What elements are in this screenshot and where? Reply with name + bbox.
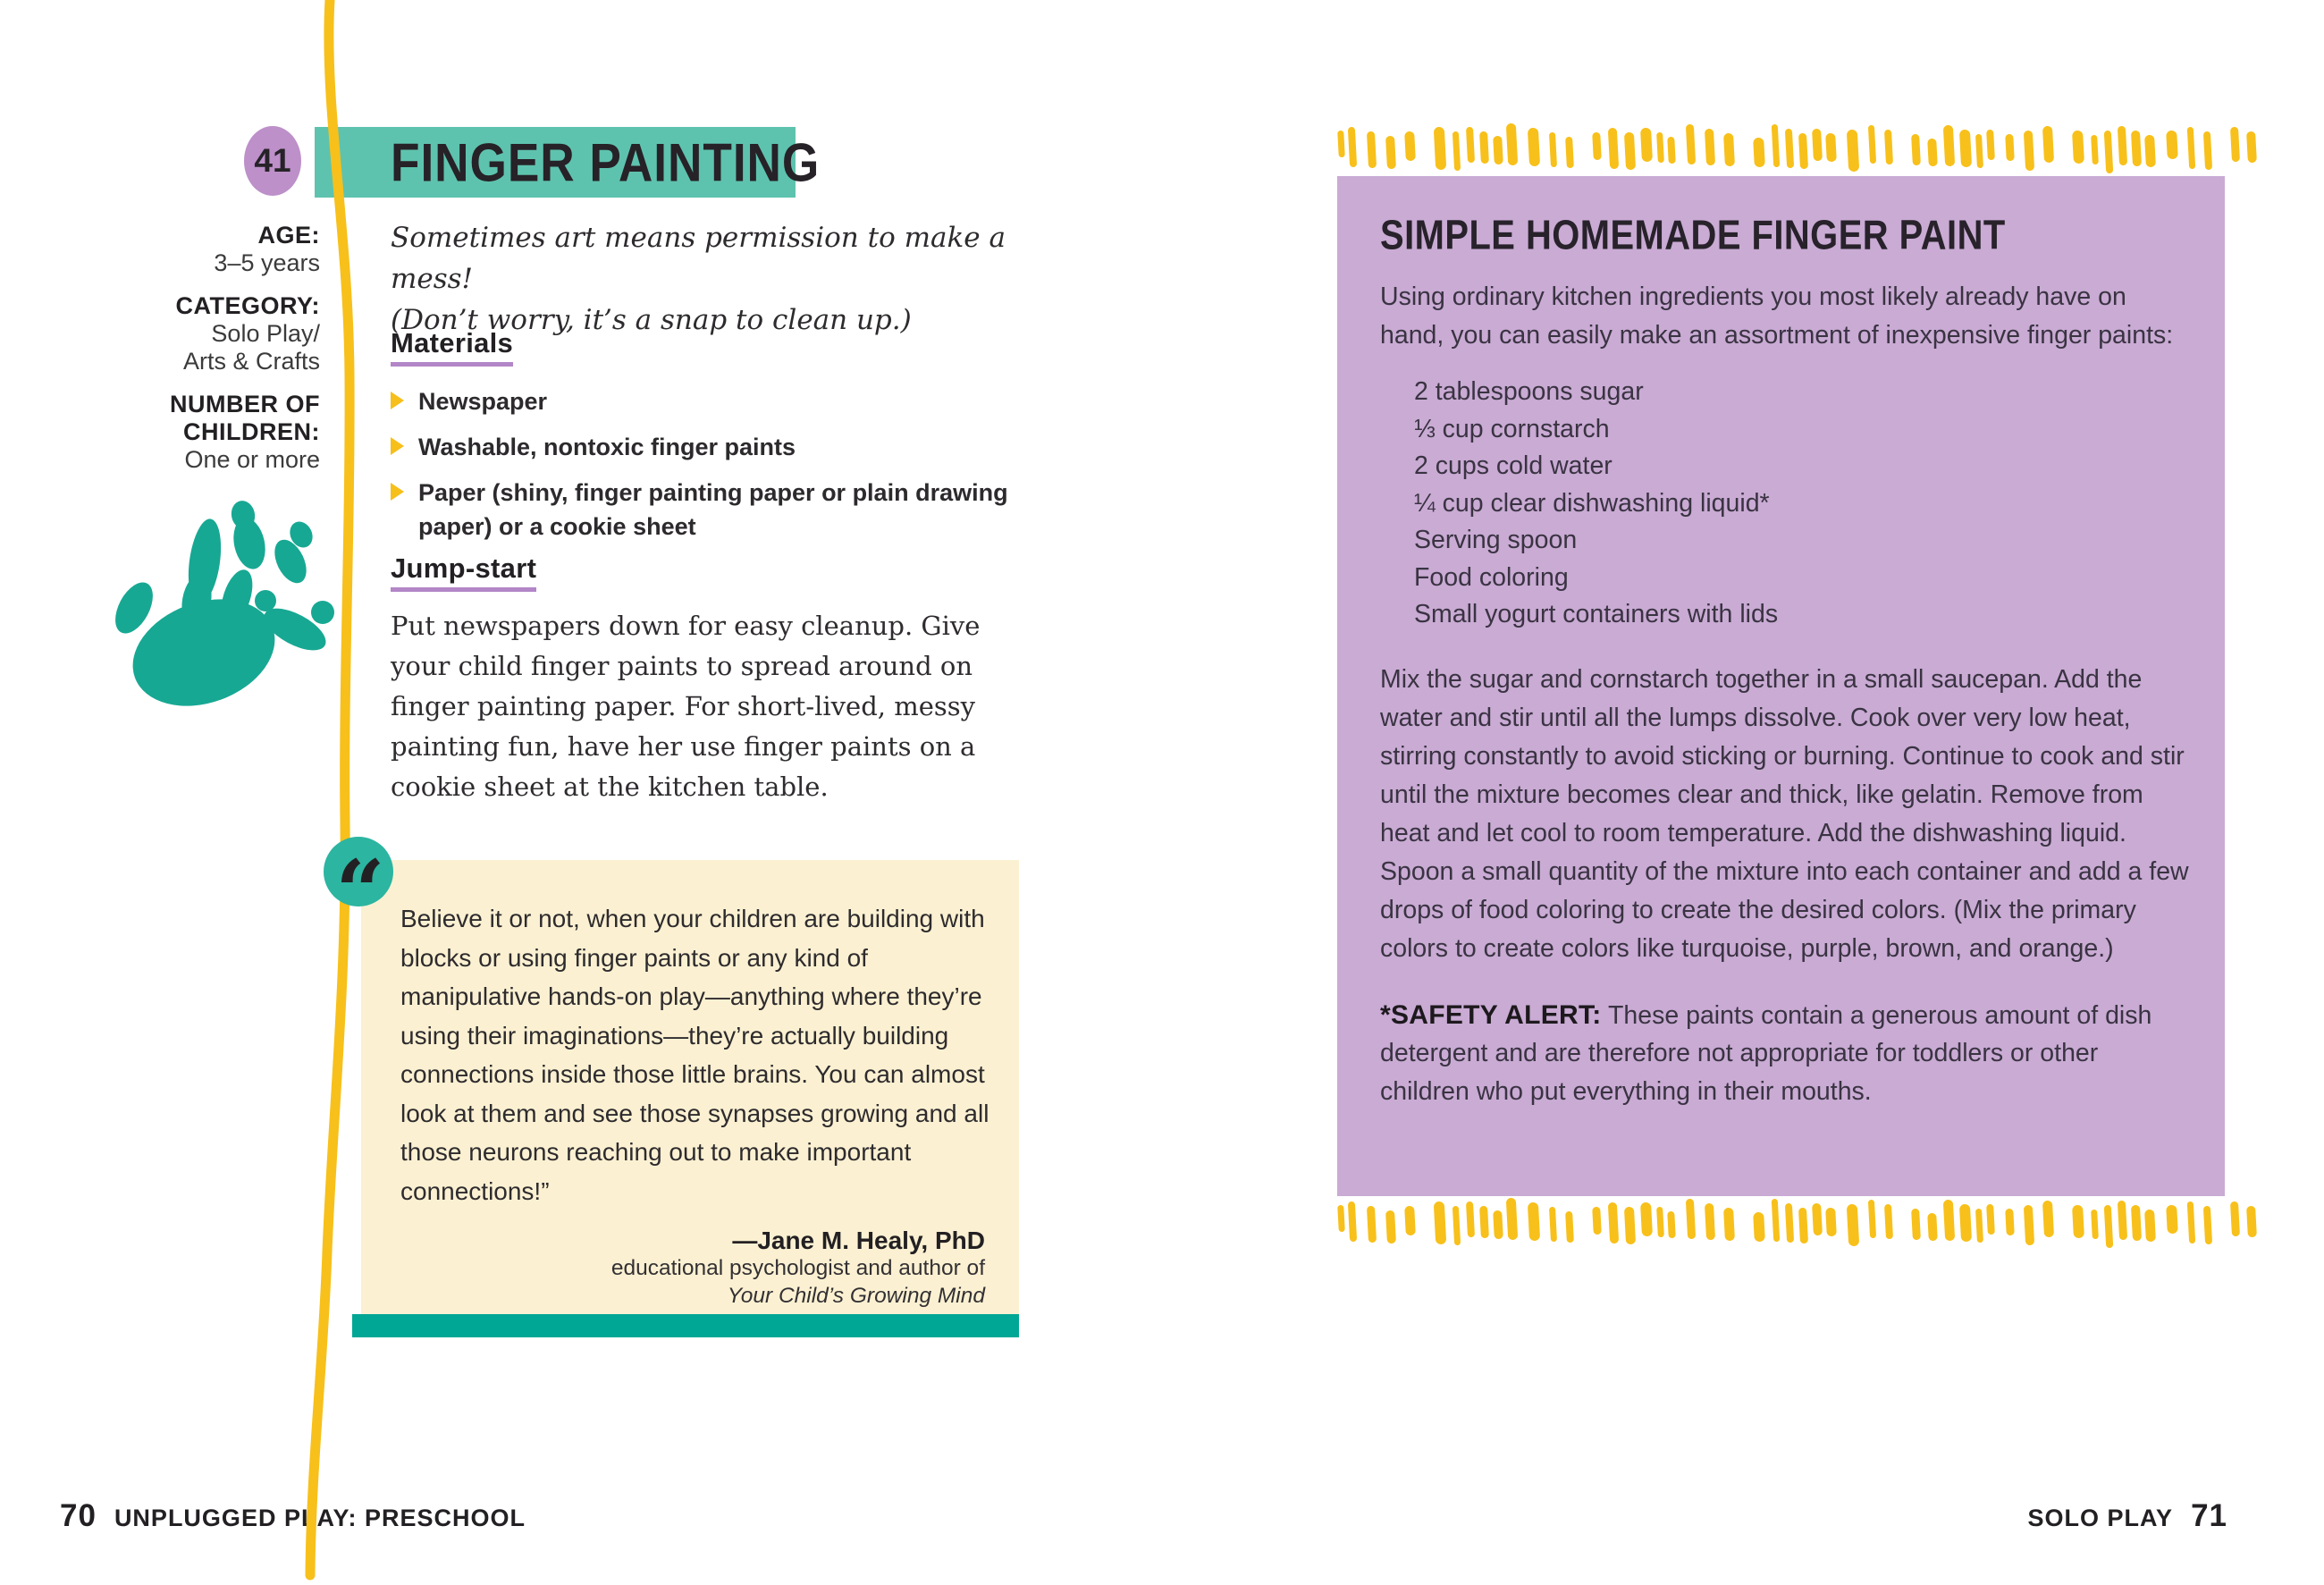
quote-author-work: Your Child’s Growing Mind — [727, 1284, 985, 1308]
open-quote-icon: “ — [335, 841, 382, 906]
recipe-heading: SIMPLE HOMEMADE FINGER PAINT — [1380, 211, 2006, 258]
list-item — [391, 430, 1043, 464]
quote-text: Believe it or not, when your children are building with blocks or using finger paints or any kind of manipulative hands-on play—anything where they’re using their imaginations—they’re actually building connections inside those little brains. You can almost look at them and see those synapses growing and all those neurons reaching out to make important connections!” — [400, 905, 989, 1205]
ingredient: 2 cups cold water — [1414, 451, 1612, 480]
quote-attribution — [400, 1227, 985, 1310]
recipe-directions: Mix the sugar and cornstarch together in a small saucepan. Add the water and stir until all the lumps dissolve. Cook over very low heat, stirring constantly to avoid sticking or burning. Continue to cook and stir until the mixture becomes clear and thick, like gelatin. Remove from heat and let cool to room temperature. Add the dishwashing liquid. Spoon a small quantity of the mixture into each container and add a few drops of food coloring to create the desired colors. (Mix the primary colors to create colors like turquoise, purple, brown, and orange.) — [1380, 664, 2189, 963]
activity-intro — [391, 217, 1052, 341]
children-label: NUMBER OF — [170, 391, 320, 417]
ingredient: ⅓ cup cornstarch — [1414, 414, 1610, 443]
category-label: CATEGORY: — [175, 292, 320, 319]
quote-bottom-bar — [352, 1314, 1019, 1337]
material-text: Paper (shiny, finger painting paper or plain drawing paper) or a cookie sheet — [418, 479, 1008, 540]
activity-number-badge — [244, 126, 301, 196]
ingredient-list — [1414, 374, 2189, 634]
spacer — [36, 277, 320, 292]
activity-title-bar — [315, 127, 821, 198]
jumpstart-heading: Jump-start — [391, 552, 536, 592]
spacer — [36, 375, 320, 391]
quote-author-role: educational psychologist and author of — [610, 1256, 985, 1280]
children-value: One or more — [184, 446, 320, 473]
material-text: Newspaper — [418, 388, 548, 415]
materials-list — [391, 384, 1043, 544]
page-number: 71 — [2191, 1498, 2227, 1533]
recipe-box — [1337, 176, 2225, 1196]
book-title: UNPLUGGED PLAY: PRESCHOOL — [114, 1505, 526, 1531]
activity-meta — [36, 222, 320, 474]
safety-alert-body: These paints contain a generous amount of dish detergent and are therefore not appropriate for toddlers or other children who put everything in their mouths. — [1380, 1000, 2152, 1106]
tick-border-bottom — [1338, 1201, 2223, 1245]
activity-number: 41 — [254, 142, 291, 179]
materials-heading: Materials — [391, 327, 513, 367]
category-value: Arts & Crafts — [182, 348, 320, 375]
age-value: 3–5 years — [214, 249, 320, 276]
recipe-intro: Using ordinary kitchen ingredients you most likely already have on hand, you can easily make an assortment of inexpensive finger paints: — [1380, 282, 2174, 350]
triangle-bullet-icon — [391, 483, 404, 501]
triangle-bullet-icon — [391, 392, 404, 409]
materials-section — [391, 327, 1043, 555]
category-value: Solo Play/ — [211, 320, 320, 347]
jumpstart-section — [391, 552, 1021, 807]
ingredient: ¼ cup clear dishwashing liquid* — [1414, 488, 1770, 518]
expert-quote-box — [361, 860, 1019, 1314]
intro-line: (Don’t worry, it’s a snap to clean up.) — [391, 304, 912, 336]
safety-alert-label: *SAFETY ALERT: — [1380, 999, 1602, 1030]
page-number: 70 — [60, 1498, 97, 1533]
handprint-icon — [100, 493, 340, 708]
list-item — [391, 384, 1043, 418]
activity-title: FINGER PAINTING — [391, 131, 821, 193]
ingredient: Food coloring — [1414, 562, 1569, 592]
safety-alert — [1380, 997, 2192, 1111]
age-label: AGE: — [257, 222, 320, 249]
quote-author: —Jane M. Healy, PhD — [732, 1227, 985, 1254]
ingredient: Small yogurt containers with lids — [1414, 600, 1779, 628]
quote-mark-badge — [324, 837, 393, 906]
ingredient: Serving spoon — [1414, 526, 1578, 554]
triangle-bullet-icon — [391, 437, 404, 455]
intro-line: Sometimes art means permission to make a mess! — [391, 222, 1006, 295]
jumpstart-body: Put newspapers down for easy cleanup. Give your child finger paints to spread around on finger painting paper. For short-lived, messy painting fun, have her use finger paints on a cookie sheet at the kitchen table. — [391, 611, 981, 802]
list-item — [391, 476, 1043, 544]
material-text: Washable, nontoxic finger paints — [418, 434, 796, 460]
ingredient: 2 tablespoons sugar — [1414, 377, 1644, 406]
section-title: SOLO PLAY — [2027, 1505, 2174, 1531]
footer-left — [60, 1498, 526, 1534]
footer-right — [2028, 1498, 2227, 1534]
children-label: CHILDREN: — [183, 418, 320, 445]
tick-border-top — [1338, 126, 2223, 171]
